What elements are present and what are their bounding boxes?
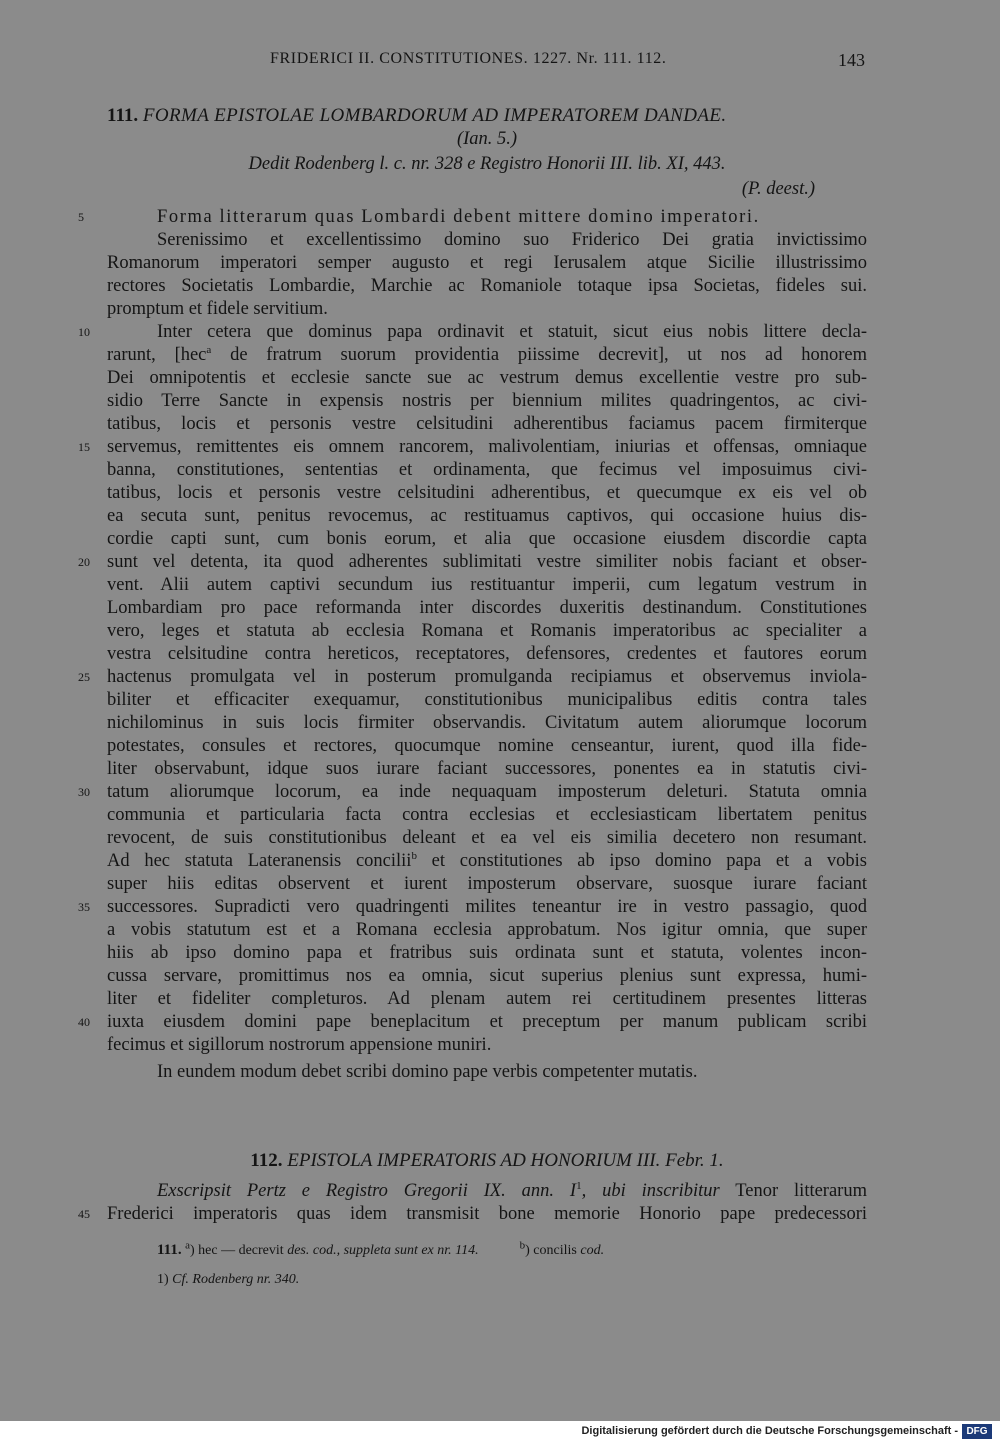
text-line xyxy=(107,344,867,367)
doc112-line: Frederici imperatoris quas idem transmisit bone memorie Honorio pape predecessori xyxy=(107,1204,867,1224)
footer-credit: Digitalisierung gefördert durch die Deutsche Forschungsgemeinschaft - xyxy=(581,1425,958,1437)
doc112-source-roman: Tenor litterarum xyxy=(719,1181,867,1201)
dfg-logo: DFG xyxy=(962,1424,992,1439)
text-line: servemus, remittentes eis omnem rancorem, malivolentiam, iniurias et offensas, omniaque xyxy=(107,437,867,457)
text-line: vestra celsitudine contra hereticos, receptatores, defensores, credentes et fautores eorum xyxy=(107,644,867,664)
doc112-title: EPISTOLA IMPERATORIS AD HONORIUM III. xyxy=(287,1150,661,1171)
line-number: 10 xyxy=(78,325,90,339)
footnote-1 xyxy=(157,1271,299,1289)
text-line: fecimus et sigillorum nostrorum appensione muniri. xyxy=(107,1035,492,1055)
text-line: promptum et fidele servitium. xyxy=(107,299,328,319)
line-number: 25 xyxy=(78,670,90,684)
doc111-note: (P. deest.) xyxy=(741,179,815,199)
text-line-start: rarunt, [hec xyxy=(107,345,207,365)
text-line: cordie capti sunt, cum bonis eorum, et alia que occasione eiusdem discordie capta xyxy=(107,529,867,549)
text-line: Inter cetera que dominus papa ordinavit et statuit, sicut eius nobis littere decla- xyxy=(157,322,867,342)
text-line: hiis ab ipso domino papa et fratribus suis ordinata sunt et statuta, volentes incon- xyxy=(107,943,867,963)
text-line: iuxta eiusdem domini pape beneplacitum et preceptum per manum publicam scribi xyxy=(107,1012,867,1032)
text-line: Serenissimo et excellentissimo domino suo Friderico Dei gratia invictissimo xyxy=(157,230,867,250)
footnote-mark: b xyxy=(411,849,417,862)
doc112-source xyxy=(157,1180,867,1203)
line-number: 5 xyxy=(78,210,84,224)
text-line: sunt vel detenta, ita quod adherentes sublimitati vestre similiter nobis faciant et obser- xyxy=(107,552,867,572)
doc111-date: (Ian. 5.) xyxy=(456,129,518,149)
footnote-b-note: cod. xyxy=(576,1243,605,1258)
text-line: Lombardiam pro pace reformanda inter discordes duxeritis destinandum. Constitutiones xyxy=(107,598,867,618)
text-line: ea secuta sunt, penitus revocemus, ac restituamus captivos, qui occasione huius dis- xyxy=(107,506,867,526)
text-line: potestates, consules et rectores, quocumque nomine censeantur, iurent, quod illa fide- xyxy=(107,736,867,756)
text-line: cussa servare, promittimus nos ea omnia, sicut superius plenius sunt expressa, humi- xyxy=(107,966,867,986)
text-line: vent. Alii autem captivi secundum ius restituantur imperii, cum legatum vestrum in xyxy=(107,575,867,595)
text-line: super hiis editas observent et iurent imposterum observare, suosque iurare faciant xyxy=(107,874,867,894)
doc111-source: Dedit Rodenberg l. c. nr. 328 e Registro Honorii III. lib. XI, 443. xyxy=(248,154,726,174)
running-title: FRIDERICI II. CONSTITUTIONES. 1227. Nr. 111. 112. xyxy=(270,50,667,67)
doc112-source-italic: Exscripsit Pertz e Registro Gregorii IX. ann. I xyxy=(157,1181,577,1201)
doc112-footnote-ref: 1 xyxy=(576,1179,582,1192)
text-line: revocent, de suis constitutionibus deleant et ea vel eis similia decetero non resumant. xyxy=(107,828,867,848)
text-line-start: Ad hec statuta Lateranensis concilii xyxy=(107,851,412,871)
text-line: tatibus, locis et personis vestre celsitudini adherentibus faciamus pacem firmiterque xyxy=(107,414,867,434)
text-line: sidio Terre Sancte in expensis nostris per biennium milites quadringentos, ac civi- xyxy=(107,391,867,411)
doc111-number: 111. xyxy=(107,105,139,126)
footnote-a-mark: a xyxy=(185,1239,190,1252)
line-number: 40 xyxy=(78,1015,90,1029)
line-number: 30 xyxy=(78,785,90,799)
footnote-b-mark: b xyxy=(519,1239,526,1252)
text-line: liter et fideliter completuros. Ad plenam autem rei certitudinem presentes litteras xyxy=(107,989,867,1009)
text-line: hactenus promulgata vel in posterum promulganda recipiamus et observemus inviola- xyxy=(107,667,867,687)
line-number: 20 xyxy=(78,555,90,569)
text-line: In eundem modum debet scribi domino pape verbis competenter mutatis. xyxy=(157,1062,698,1082)
doc112-number: 112. xyxy=(250,1150,283,1171)
footnote-1-mark: 1) xyxy=(157,1272,173,1287)
text-line: tatibus, locis et personis vestre celsitudini adherentibus, et quecumque ex eis vel ob xyxy=(107,483,867,503)
text-line: communia et particularia facta contra ecclesias et ecclesiasticam libertatem penitus xyxy=(107,805,867,825)
footnote-b-lemma: ) concilis xyxy=(525,1243,577,1258)
footnote-doc-number: 111. xyxy=(157,1242,182,1258)
text-line: nichilominus in suis locis firmiter observandis. Civitatum autem aliorumque locorum xyxy=(107,713,867,733)
page-number: 143 xyxy=(838,50,865,70)
footnote-a-b xyxy=(157,1241,604,1260)
text-line: vero, leges et statuta ab ecclesia Romana et Romanis imperatoribus ac specialiter a xyxy=(107,621,867,641)
line-number: 35 xyxy=(78,900,90,914)
text-line-rest: et constitutiones ab ipso domino papa et a vobis xyxy=(416,851,868,871)
footer-bar xyxy=(0,1421,1000,1444)
line-number: 45 xyxy=(78,1207,90,1221)
line-number: 15 xyxy=(78,440,90,454)
text-line: a vobis statutum est et a Romana ecclesia approbatum. Nos igitur omnia, que super xyxy=(107,920,867,940)
doc111-heading xyxy=(107,104,867,127)
doc112-source-italic2: , ubi inscribitur xyxy=(581,1181,720,1201)
text-line: biliter et efficaciter exequamur, constitutionibus municipalibus editis contra tales xyxy=(107,690,867,710)
doc112-heading xyxy=(107,1149,867,1172)
doc111-title: FORMA EPISTOLAE LOMBARDORUM AD IMPERATOREM DANDAE. xyxy=(142,105,727,126)
footnote-a-note: des. cod., suppleta sunt ex nr. 114. xyxy=(283,1243,479,1258)
text-line: Dei omnipotentis et ecclesie sancte sue ac vestrum demus excellentie vestre pro sub- xyxy=(107,368,867,388)
text-line: Forma litterarum quas Lombardi debent mittere domino imperatori. xyxy=(157,207,760,227)
text-line: rectores Societatis Lombardie, Marchie ac Romaniole totaque ipsa Societas, fideles sui. xyxy=(107,276,867,296)
text-line: banna, constitutiones, sententias et ordinamenta, que fecimus vel imposuimus civi- xyxy=(107,460,867,480)
footnote-mark: a xyxy=(206,343,212,356)
text-line: Romanorum imperatori semper augusto et regi Ierusalem atque Sicilie illustrissimo xyxy=(107,253,867,273)
text-line: liter observabunt, idque suos iurare faciant successores, ponentes ea in statutis civi- xyxy=(107,759,867,779)
text-line xyxy=(107,850,867,873)
text-line: tatum aliorumque locorum, ea inde nequaquam imposterum deleturi. Statuta omnia xyxy=(107,782,867,802)
doc112-date: Febr. 1. xyxy=(665,1150,724,1171)
footnote-a-lemma: ) hec — decrevit xyxy=(190,1243,284,1258)
running-head xyxy=(0,48,1000,72)
text-line-rest: de fratrum suorum providentia piissime decrevit], ut nos ad honorem xyxy=(211,345,867,365)
text-line: successores. Supradicti vero quadringenti milites teneantur ire in vestro passagio, quod xyxy=(107,897,867,917)
footnote-1-text: Cf. Rodenberg nr. 340. xyxy=(172,1272,300,1287)
